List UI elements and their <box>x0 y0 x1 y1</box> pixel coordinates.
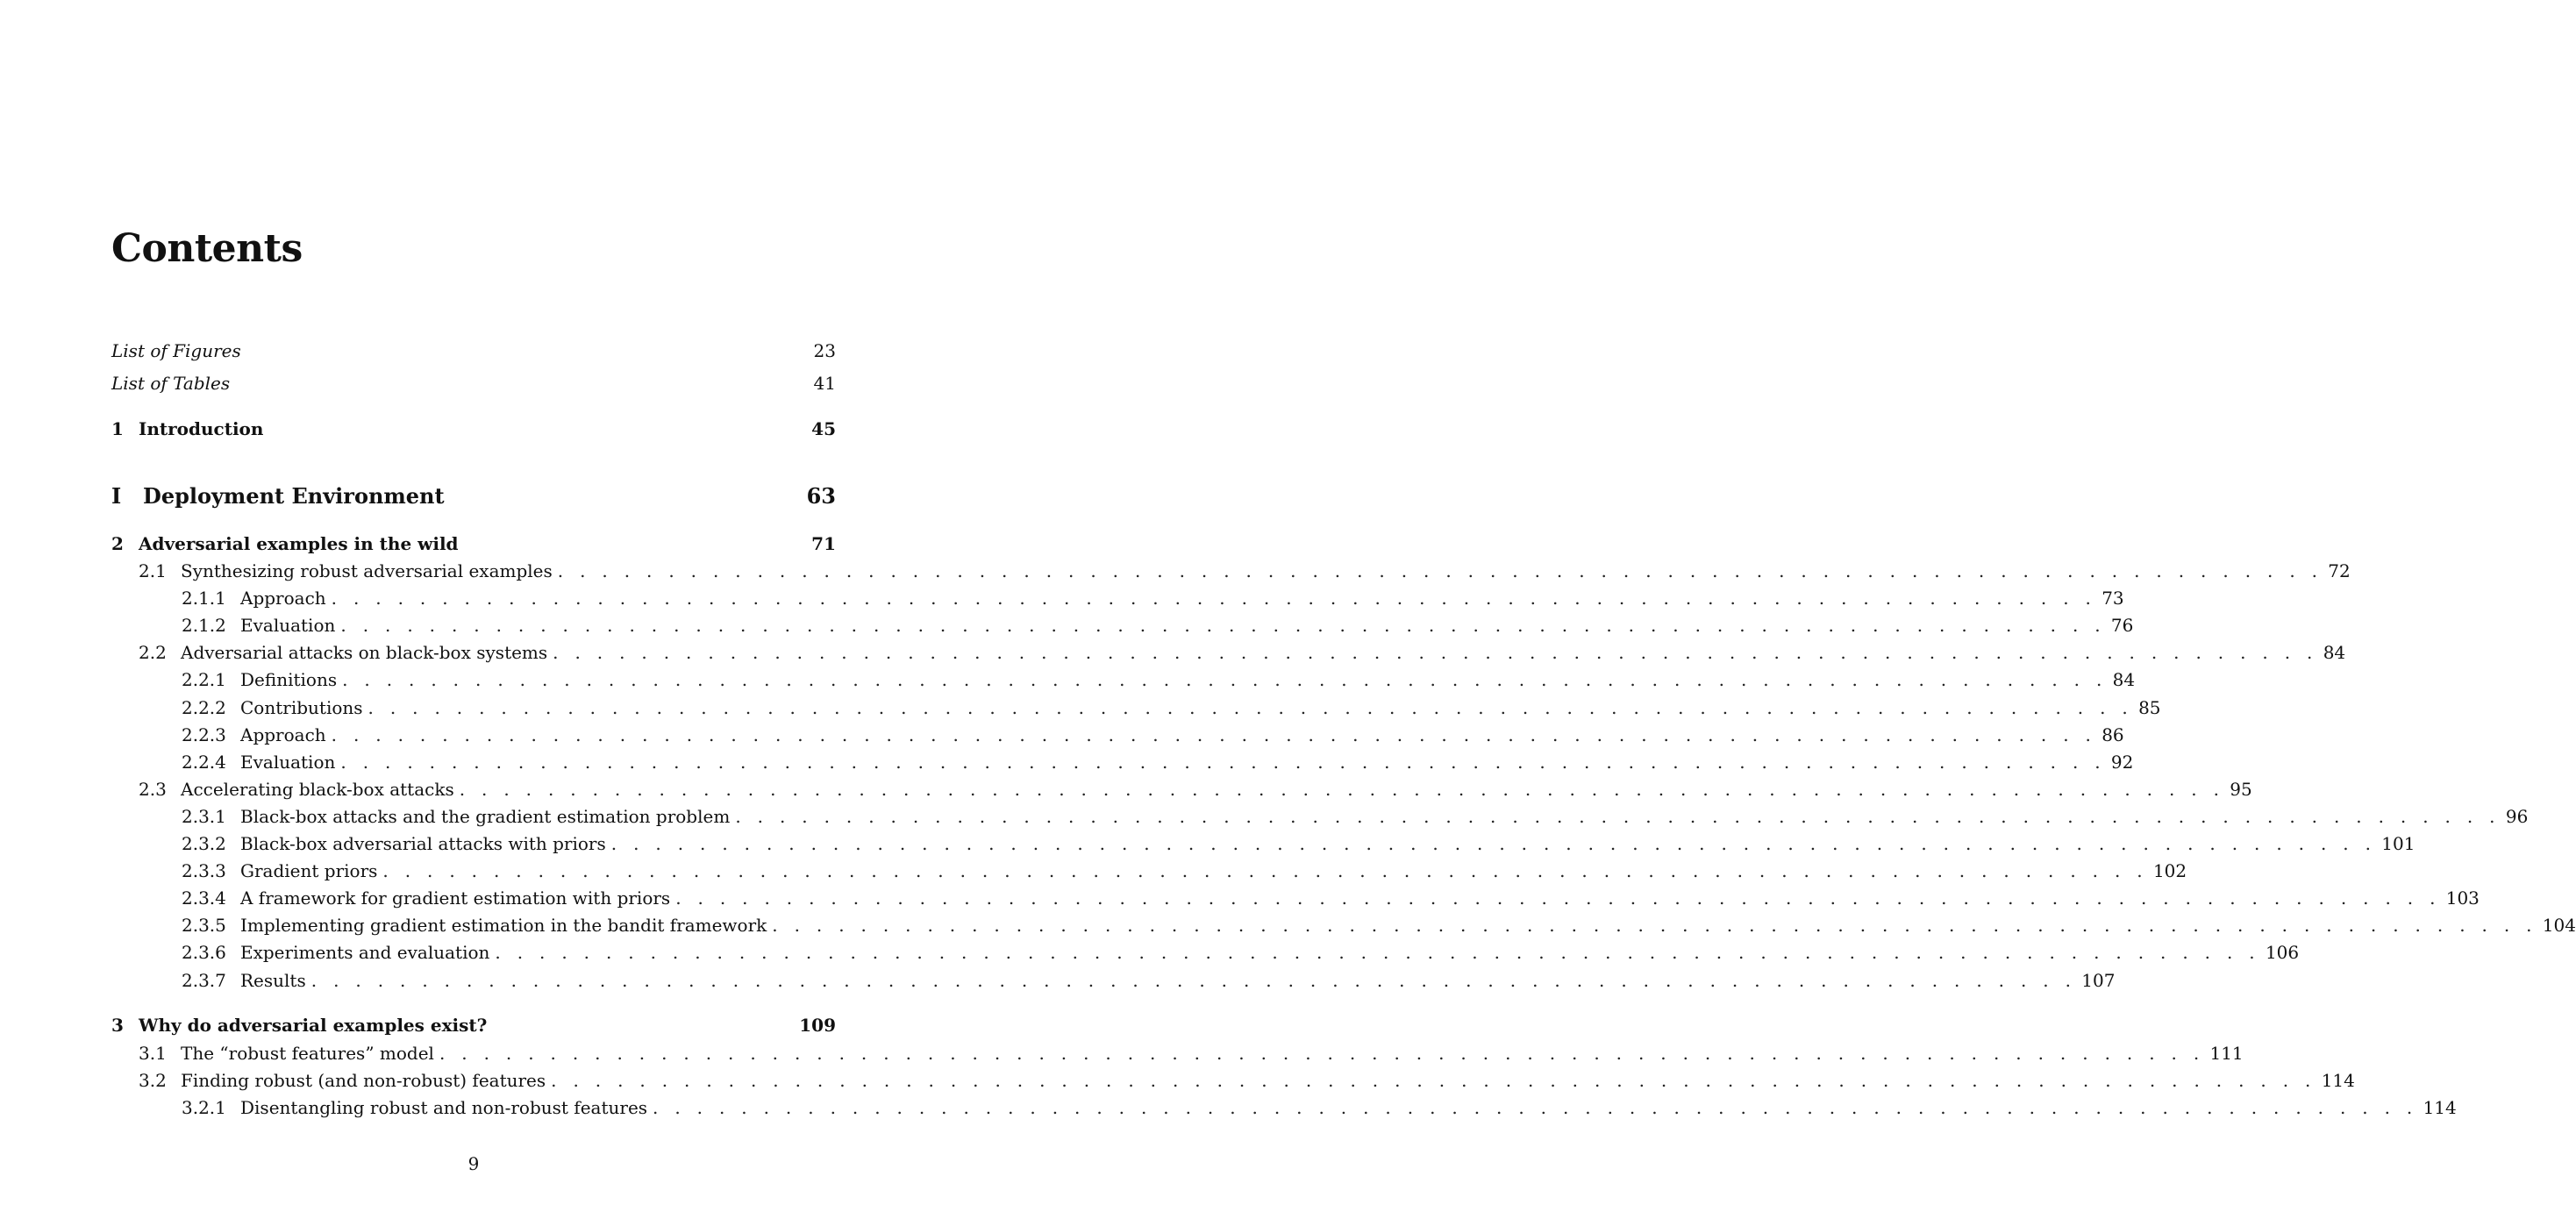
dot-leader: . . . . . . . . . . . . . . . . . . . . . . . . . . . . . . . . . . . . . . . . . . . . . . . . . . . . . . . . . . . . . . . . . . . . . . . . . . . . . . . . <box>675 887 2441 909</box>
dot-leader: . . . . . . . . . . . . . . . . . . . . . . . . . . . . . . . . . . . . . . . . . . . . . . . . . . . . . . . . . . . . . . . . . . . . . . . . . . . . . . . . <box>340 751 2106 773</box>
dot-leader: . . . . . . . . . . . . . . . . . . . . . . . . . . . . . . . . . . . . . . . . . . . . . . . . . . . . . . . . . . . . . . . . . . . . . . . . . . . . . . . . <box>553 642 2318 664</box>
toc-entry[interactable] <box>111 586 2124 610</box>
entry-title: A framework for gradient estimation with priors <box>240 887 671 909</box>
entry-number: I <box>111 483 122 509</box>
entry-title: Contributions <box>240 696 363 718</box>
toc-entry[interactable] <box>111 723 2124 747</box>
entry-number: 1 <box>111 418 124 439</box>
entry-title: Adversarial attacks on black-box systems <box>181 642 548 664</box>
entry-number: 3 <box>111 1015 124 1036</box>
entry-title: Deployment Environment <box>143 483 445 509</box>
page-number: 9 <box>467 1153 480 1174</box>
toc-entry[interactable] <box>111 640 2346 665</box>
dot-leader: . . . . . . . . . . . . . . . . . . . . . . . . . . . . . . . . . . . . . . . . . . . . . . . . . . . . . . . . . . . . . . . . . . . . . . . . . . . . . . . . <box>310 969 2077 991</box>
entry-title: List of Figures <box>111 340 241 361</box>
entry-page: 111 <box>2209 1043 2244 1064</box>
entry-number: 2.3.1 <box>182 805 226 827</box>
entry-title: List of Tables <box>111 373 231 394</box>
entry-page: 103 <box>2445 887 2480 909</box>
dot-leader: . . . . . . . . . . . . . . . . . . . . . . . . . . . . . . . . . . . . . . . . . . . . . . . . . . . . . . . . . . . . . . . . . . . . . . . . . . . . . . . . <box>367 696 2134 718</box>
dot-leader: . . . . . . . . . . . . . . . . . . . . . . . . . . . . . . . . . . . . . . . . . . . . . . . . . . . . . . . . . . . . . . . . . . . . . . . . . . . . . . . . <box>382 860 2148 882</box>
entry-page: 84 <box>2112 669 2136 691</box>
entry-title: Gradient priors <box>240 860 378 882</box>
toc-entry[interactable] <box>111 613 2134 638</box>
toc-chapter-3[interactable] <box>111 1013 836 1037</box>
toc-entry[interactable] <box>111 667 2136 692</box>
entry-page: 104 <box>2542 915 2576 937</box>
entry-number: 2.1.1 <box>182 588 226 609</box>
dot-leader: . . . . . . . . . . . . . . . . . . . . . . . . . . . . . . . . . . . . . . . . . . . . . . . . . . . . . . . . . . . . . . . . . . . . . . . . . . . . . . . . <box>495 942 2260 964</box>
entry-title: Introduction <box>139 418 264 439</box>
entry-title: Definitions <box>240 669 338 691</box>
dot-leader: . . . . . . . . . . . . . . . . . . . . . . . . . . . . . . . . . . . . . . . . . . . . . . . . . . . . . . . . . . . . . . . . . . . . . . . . . . . . . . . . <box>772 915 2537 937</box>
entry-number: 2.2.4 <box>182 751 226 773</box>
dot-leader: . . . . . . . . . . . . . . . . . . . . . . . . . . . . . . . . . . . . . . . . . . . . . . . . . . . . . . . . . . . . . . . . . . . . . . . . . . . . . . . . <box>551 1070 2316 1092</box>
entry-page: 95 <box>2230 778 2252 800</box>
toc-entry[interactable] <box>111 750 2134 774</box>
entry-page: 71 <box>811 533 836 554</box>
entry-page: 92 <box>2110 751 2134 773</box>
toc-entry[interactable] <box>111 886 2480 910</box>
dot-leader: . . . . . . . . . . . . . . . . . . . . . . . . . . . . . . . . . . . . . . . . . . . . . . . . . . . . . . . . . . . . . . . . . . . . . . . . . . . . . . . . <box>610 833 2377 854</box>
dot-leader: . . . . . . . . . . . . . . . . . . . . . . . . . . . . . . . . . . . . . . . . . . . . . . . . . . . . . . . . . . . . . . . . . . . . . . . . . . . . . . . . <box>653 1097 2418 1119</box>
entry-page: 101 <box>2381 833 2415 854</box>
entry-number: 2.2.3 <box>182 723 226 745</box>
entry-page: 107 <box>2081 969 2116 991</box>
entry-title: The “robust features” model <box>181 1043 434 1064</box>
toc-entry[interactable] <box>111 1041 2244 1066</box>
toc-entry[interactable] <box>111 913 2576 937</box>
entry-page: 73 <box>2101 588 2124 609</box>
entry-number: 3.2 <box>139 1070 167 1092</box>
page-title: Contents <box>111 226 303 271</box>
entry-page: 102 <box>2152 860 2187 882</box>
entry-number: 2.3.7 <box>182 969 226 991</box>
entry-title: Approach <box>240 588 326 609</box>
entry-page: 106 <box>2265 942 2300 964</box>
entry-number: 2.3.5 <box>182 915 226 937</box>
dot-leader: . . . . . . . . . . . . . . . . . . . . . . . . . . . . . . . . . . . . . . . . . . . . . . . . . . . . . . . . . . . . . . . . . . . . . . . . . . . . . . . . <box>459 778 2225 800</box>
entry-title: Black-box adversarial attacks with priors <box>240 833 606 854</box>
entry-title: Evaluation <box>240 751 336 773</box>
entry-page: 96 <box>2505 805 2529 827</box>
entry-page: 85 <box>2138 696 2161 718</box>
dot-leader: . . . . . . . . . . . . . . . . . . . . . . . . . . . . . . . . . . . . . . . . . . . . . . . . . . . . . . . . . . . . . . . . . . . . . . . . . . . . . . . . <box>331 588 2097 609</box>
entry-title: Synthesizing robust adversarial examples <box>181 560 553 581</box>
toc-entry[interactable] <box>111 777 2252 802</box>
entry-page: 45 <box>811 418 836 439</box>
entry-page: 114 <box>2321 1070 2355 1092</box>
entry-page: 23 <box>813 340 836 361</box>
entry-number: 3.1 <box>139 1043 167 1064</box>
entry-page: 41 <box>813 373 836 394</box>
entry-title: Black-box attacks and the gradient estimation problem <box>240 805 731 827</box>
entry-title: Implementing gradient estimation in the bandit framework <box>240 915 767 937</box>
entry-page: 63 <box>806 483 836 509</box>
entry-title: Evaluation <box>240 615 336 637</box>
entry-number: 3.2.1 <box>182 1097 226 1119</box>
dot-leader: . . . . . . . . . . . . . . . . . . . . . . . . . . . . . . . . . . . . . . . . . . . . . . . . . . . . . . . . . . . . . . . . . . . . . . . . . . . . . . . . <box>331 723 2097 745</box>
entry-title: Accelerating black-box attacks <box>181 778 454 800</box>
toc-entry[interactable] <box>111 831 2415 856</box>
entry-page: 76 <box>2110 615 2134 637</box>
toc-entry[interactable] <box>111 559 2351 583</box>
entry-page: 114 <box>2423 1097 2457 1119</box>
toc-entry[interactable] <box>111 695 2161 720</box>
entry-number: 2.2 <box>139 642 167 664</box>
entry-number: 2.1 <box>139 560 167 581</box>
dot-leader: . . . . . . . . . . . . . . . . . . . . . . . . . . . . . . . . . . . . . . . . . . . . . . . . . . . . . . . . . . . . . . . . . . . . . . . . . . . . . . . . <box>439 1043 2205 1064</box>
entry-title: Finding robust (and non-robust) features <box>181 1070 546 1092</box>
entry-title: Adversarial examples in the wild <box>139 533 459 554</box>
entry-number: 2.3.3 <box>182 860 226 882</box>
toc-part-1[interactable] <box>111 481 836 511</box>
toc-entry[interactable] <box>111 968 2116 993</box>
toc-chapter-2[interactable] <box>111 531 836 556</box>
entry-page: 109 <box>799 1015 836 1036</box>
entry-title: Experiments and evaluation <box>240 942 490 964</box>
dot-leader: . . . . . . . . . . . . . . . . . . . . . . . . . . . . . . . . . . . . . . . . . . . . . . . . . . . . . . . . . . . . . . . . . . . . . . . . . . . . . . . . <box>340 615 2106 637</box>
entry-number: 2.3.6 <box>182 942 226 964</box>
entry-number: 2.2.1 <box>182 669 226 691</box>
toc-entry[interactable] <box>111 1068 2355 1093</box>
toc-entry[interactable] <box>111 1095 2457 1120</box>
entry-title: Results <box>240 969 306 991</box>
toc-entry[interactable] <box>111 859 2187 883</box>
dot-leader: . . . . . . . . . . . . . . . . . . . . . . . . . . . . . . . . . . . . . . . . . . . . . . . . . . . . . . . . . . . . . . . . . . . . . . . . . . . . . . . . <box>342 669 2108 691</box>
entry-number: 2 <box>111 533 124 554</box>
toc-entry[interactable] <box>111 804 2529 829</box>
entry-number: 2.1.2 <box>182 615 226 637</box>
entry-page: 84 <box>2323 642 2346 664</box>
entry-number: 2.2.2 <box>182 696 226 718</box>
entry-page: 72 <box>2328 560 2351 581</box>
entry-number: 2.3.4 <box>182 887 226 909</box>
entry-number: 2.3.2 <box>182 833 226 854</box>
dot-leader: . . . . . . . . . . . . . . . . . . . . . . . . . . . . . . . . . . . . . . . . . . . . . . . . . . . . . . . . . . . . . . . . . . . . . . . . . . . . . . . . <box>735 805 2501 827</box>
dot-leader: . . . . . . . . . . . . . . . . . . . . . . . . . . . . . . . . . . . . . . . . . . . . . . . . . . . . . . . . . . . . . . . . . . . . . . . . . . . . . . . . <box>557 560 2323 581</box>
toc-entry[interactable] <box>111 940 2300 965</box>
entry-title: Why do adversarial examples exist? <box>139 1015 488 1036</box>
entry-title: Disentangling robust and non-robust features <box>240 1097 648 1119</box>
entry-page: 86 <box>2101 723 2124 745</box>
toc-entry-list-of-figures[interactable] <box>111 339 836 363</box>
toc-chapter-1[interactable] <box>111 417 836 441</box>
entry-title: Approach <box>240 723 326 745</box>
toc-entry-list-of-tables[interactable] <box>111 371 836 396</box>
entry-number: 2.3 <box>139 778 167 800</box>
